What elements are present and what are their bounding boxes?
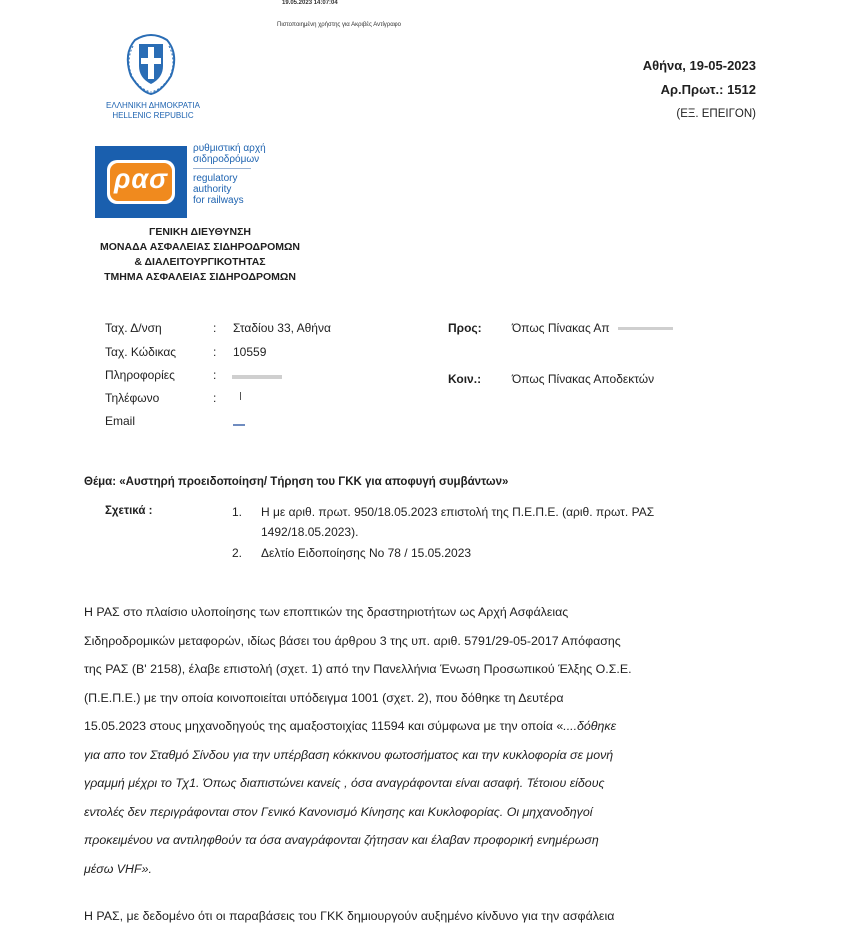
redacted-email xyxy=(233,424,245,426)
phone-label: Τηλέφωνο xyxy=(105,391,160,405)
related-item-1-num: 1. xyxy=(232,505,243,519)
protocol-number: Αρ.Πρωτ.: 1512 xyxy=(660,82,756,97)
address-value: Σταδίου 33, Αθήνα xyxy=(233,321,331,335)
info-label: Πληροφορίες xyxy=(105,368,175,382)
hellenic-emblem-icon xyxy=(121,32,181,96)
body-line-italic-start: ....δόθηκε xyxy=(563,719,617,733)
stamp-datetime: 19.05.2023 14:07:04 xyxy=(282,0,338,6)
department-block xyxy=(60,225,340,285)
body-line: εντολές δεν περιγράφονται στον Γενικό Κανονισμό Κίνησης και Κυκλοφορίας. Οι μηχανοδηγοί xyxy=(84,804,593,819)
related-label: Σχετικά : xyxy=(105,505,153,517)
body-line: για απο τον Σταθμό Σίνδου για την υπέρβαση κόκκινου φωτοσήματος και την κυκλοφορία σε μονή xyxy=(84,747,614,762)
authority-name-el-1: ρυθμιστική αρχή xyxy=(193,143,266,154)
urgency-label: (ΕΞ. ΕΠΕΙΓΟΝ) xyxy=(676,108,756,120)
stamp-certification: Πιστοποιημένη χρήστης για Ακριβές Αντίγραφο xyxy=(277,22,401,28)
to-label: Προς: xyxy=(448,321,482,335)
to-value: Όπως Πίνακας Απ xyxy=(512,321,610,335)
redacted-to xyxy=(618,327,673,330)
authority-name-en-1: regulatory xyxy=(193,173,238,184)
body-paragraph-2 xyxy=(84,902,757,931)
body-line: γραμμή μέχρι το Τχ1. Όπως διαπιστώνει κανείς , όσα αναγράφονται είναι ασαφή. Τέτοιου είδους xyxy=(84,776,605,790)
redacted-phone xyxy=(240,392,241,400)
body-line: προκειμένου να αντιληφθούν τα όσα αναγράφονται ζήτησαν και έλαβαν προφορική ενημέρωση xyxy=(84,833,599,847)
postcode-value: 10559 xyxy=(233,345,267,359)
body-line xyxy=(84,712,757,741)
date-protocol-block xyxy=(643,54,756,126)
department-line-1: ΓΕΝΙΚΗ ΔΙΕΥΘΥΝΣΗ xyxy=(149,226,251,238)
related-item-1-line1: Η με αριθ. πρωτ. 950/18.05.2023 επιστολή της Π.Ε.Π.Ε. (αριθ. πρωτ. ΡΑΣ xyxy=(261,505,655,519)
body-line: (Π.Ε.Π.Ε.) με την οποία κοινοποιείται υπόδειγμα 1001 (σχετ. 2), που δόθηκε τη Δευτέρα xyxy=(84,690,564,705)
address-label: Ταχ. Δ/νση xyxy=(105,321,162,335)
republic-name-en: HELLENIC REPUBLIC xyxy=(112,111,194,120)
authority-name-en-3: for railways xyxy=(193,195,244,206)
department-line-2: ΜΟΝΑΔΑ ΑΣΦΑΛΕΙΑΣ ΣΙΔΗΡΟΔΡΟΜΩΝ xyxy=(100,241,300,253)
related-item-2-num: 2. xyxy=(232,546,243,560)
email-label: Email xyxy=(105,414,136,428)
body-line: της ΡΑΣ (Β' 2158), έλαβε επιστολή (σχετ. 1) από την Πανελλήνια Ένωση Προσωπικού Έλξης Ο.Σ.Ε. xyxy=(84,662,632,676)
cc-value: Όπως Πίνακας Αποδεκτών xyxy=(512,372,655,386)
redacted-info xyxy=(232,375,282,379)
postcode-label: Ταχ. Κώδικας xyxy=(105,345,177,359)
authority-divider xyxy=(193,168,251,169)
place-date: Αθήνα, 19-05-2023 xyxy=(642,58,756,73)
cc-label: Κοιν.: xyxy=(448,372,482,386)
body-line: Η ΡΑΣ στο πλαίσιο υλοποίησης των εποπτικών της δραστηριοτήτων ως Αρχή Ασφάλειας xyxy=(84,605,569,619)
body-paragraph-1 xyxy=(84,598,757,883)
authority-name-en-2: authority xyxy=(193,184,232,195)
address-colon: : xyxy=(213,321,217,335)
phone-colon: : xyxy=(213,391,217,405)
subject-line: Θέμα: «Αυστηρή προειδοποίηση/ Τήρηση του ΓΚΚ για αποφυγή συμβάντων» xyxy=(84,476,509,488)
authority-name xyxy=(193,143,266,206)
body-line: Η ΡΑΣ, με δεδομένο ότι οι παραβάσεις του ΓΚΚ δημιουργούν αυξημένο κίνδυνο για την ασφάλεια xyxy=(84,909,615,923)
postcode-colon: : xyxy=(213,345,217,359)
related-item-2-line1: Δελτίο Ειδοποίησης Νο 78 / 15.05.2023 xyxy=(261,546,472,560)
department-line-3: & ΔΙΑΛΕΙΤΟΥΡΓΙΚΟΤΗΤΑΣ xyxy=(134,256,266,268)
body-line: μέσω VHF». xyxy=(84,861,152,876)
republic-name-el: ΕΛΛΗΝΙΚΗ ΔΗΜΟΚΡΑΤΙΑ xyxy=(106,101,200,110)
body-line-start: 15.05.2023 στους μηχανοδηγούς της αμαξοστοιχίας 11594 και σύμφωνα με την οποία « xyxy=(84,719,564,733)
ras-logo-letters: ρασ xyxy=(113,164,168,194)
authority-name-el-2: σιδηροδρόμων xyxy=(193,154,260,165)
body-line: Σιδηροδρομικών μεταφορών, ιδίως βάσει του άρθρου 3 της υπ. αριθ. 5791/29-05-2017 Απόφασης xyxy=(84,633,621,648)
info-colon: : xyxy=(213,368,217,382)
department-line-4: ΤΜΗΜΑ ΑΣΦΑΛΕΙΑΣ ΣΙΔΗΡΟΔΡΟΜΩΝ xyxy=(104,271,296,283)
related-item-1-line2: 1492/18.05.2023). xyxy=(261,525,359,539)
ras-logo-icon xyxy=(95,146,187,218)
